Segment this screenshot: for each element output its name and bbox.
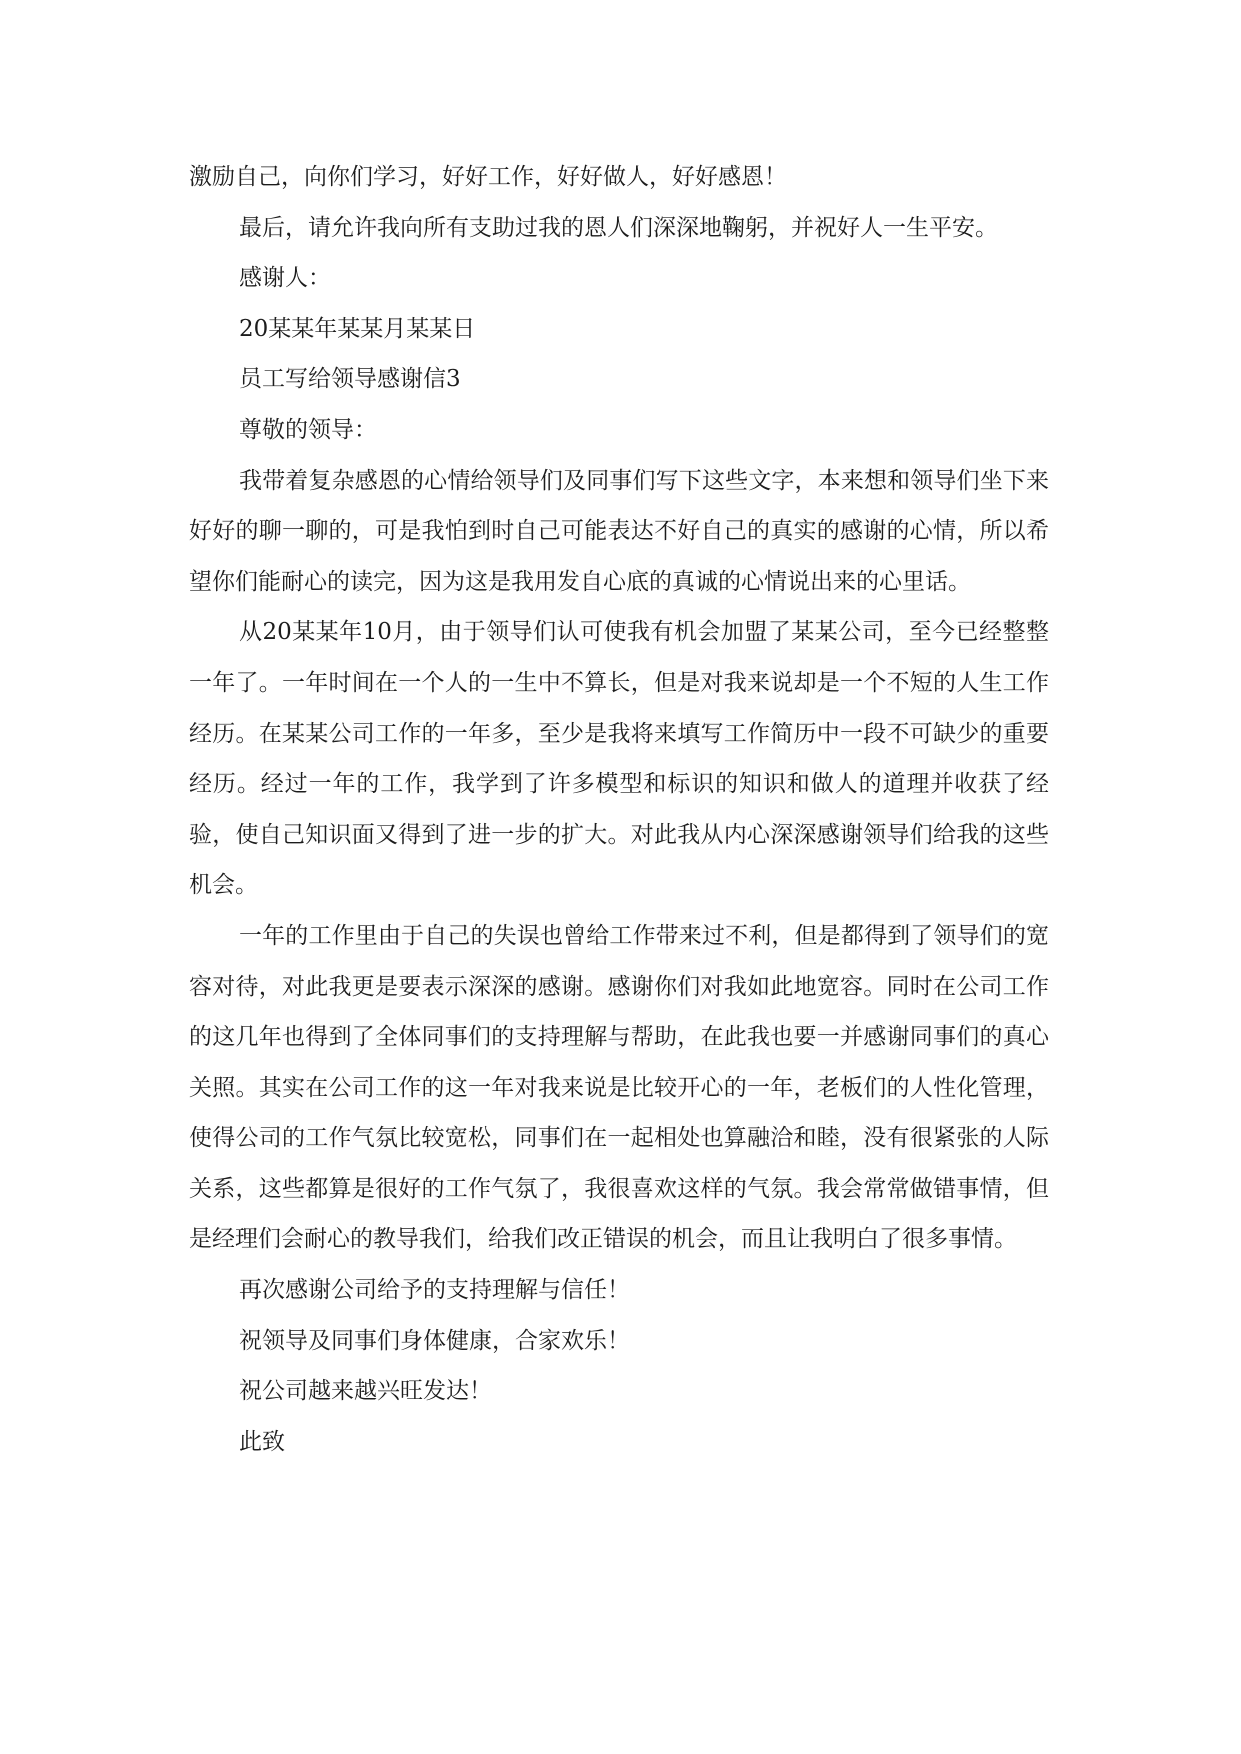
signature-label: 感谢人： [239, 265, 331, 292]
salutation: 尊敬的领导： [239, 416, 377, 443]
paragraph-gratitude: 一年的工作里由于自己的失误也曾给工作带来过不利，但是都得到了领导们的宽容对待，对此我更是要表示深深的感谢。感谢你们对我如此地宽容。同时在公司工作的这几年也得到了全体同事们的支持理解与帮助，在此我也要一并感谢同事们的真心关照。其实在公司工作的这一年对我来说是比较开心的一年，老板们的人性化管理，使得公司的工作气氛比较宽松，同事们在一起相处也算融洽和睦，没有很紧张的人际关系，这些都算是很好的工作气氛了，我很喜欢这样的气氛。我会常常做错事情，但是经理们会耐心的教导我们，给我们改正错误的机会，而且让我明白了很多事情。 [189, 922, 1049, 1253]
wish-line-trust: 再次感谢公司给予的支持理解与信任！ [239, 1277, 630, 1304]
paragraph-final-thanks: 最后，请允许我向所有支助过我的恩人们深深地鞠躬，并祝好人一生平安。 [239, 214, 998, 241]
paragraph-experience: 从20某某年10月，由于领导们认可使我有机会加盟了某某公司，至今已经整整一年了。一年时间在一个人的一生中不算长，但是对我来说却是一个不短的人生工作经历。在某某公司工作的一年多，至少是我将来填写工作简历中一段不可缺少的重要经历。经过一年的工作，我学到了许多模型和标识的知识和做人的道理并收获了经验，使自己知识面又得到了进一步的扩大。对此我从内心深深感谢领导们给我的这些机会。 [189, 619, 1049, 899]
wish-line-health: 祝领导及同事们身体健康，合家欢乐！ [239, 1327, 630, 1354]
date-line: 20某某年某某月某某日 [239, 315, 476, 342]
paragraph-intro: 我带着复杂感恩的心情给领导们及同事们写下这些文字，本来想和领导们坐下来好好的聊一聊的，可是我怕到时自己可能表达不好自己的真实的感谢的心情，所以希望你们能耐心的读完，因为这是我用发自心底的真诚的心情说出来的心里话。 [189, 467, 1049, 595]
wish-line-company: 祝公司越来越兴旺发达！ [239, 1378, 492, 1405]
letter-body [189, 152, 1049, 1467]
paragraph-closing-line: 激励自己，向你们学习，好好工作，好好做人，好好感恩！ [189, 164, 787, 190]
section-title: 员工写给领导感谢信3 [239, 366, 461, 393]
closing-salute: 此致 [239, 1428, 285, 1455]
